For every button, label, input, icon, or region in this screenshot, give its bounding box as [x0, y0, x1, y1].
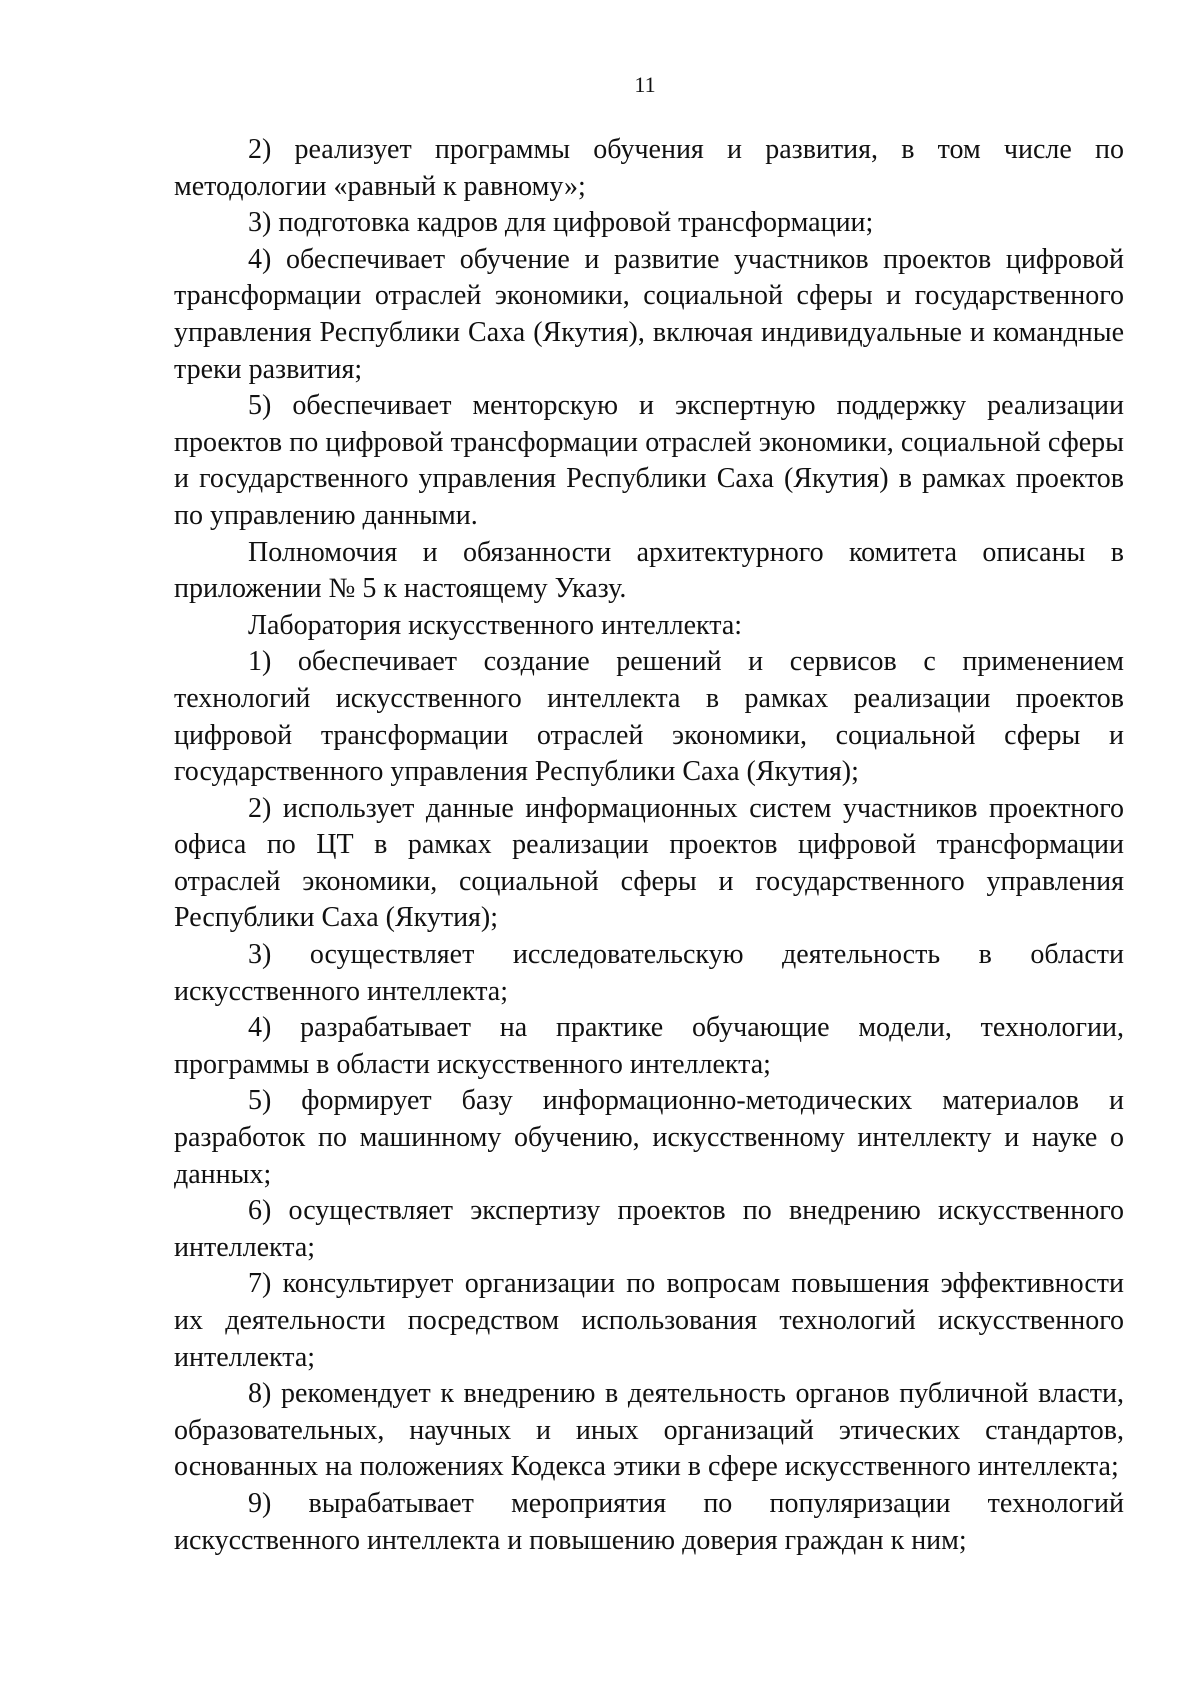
paragraph-item-2-programs: 2) реализует программы обучения и развития, в том числе по методологии «равный к равному»; — [174, 134, 1124, 202]
paragraph-ai-item-3: 3) осуществляет исследовательскую деятельность в области искусственного интеллекта; — [174, 939, 1124, 1007]
paragraph-ai-item-7: 7) консультирует организации по вопросам повышения эффективности их деятельности посредством использования технологий искусственного интеллекта; — [174, 1268, 1124, 1373]
paragraph-ai-item-6: 6) осуществляет экспертизу проектов по внедрению искусственного интеллекта; — [174, 1195, 1124, 1263]
paragraph-item-3-training: 3) подготовка кадров для цифровой трансформации; — [248, 207, 874, 239]
paragraph-ai-item-5: 5) формирует базу информационно-методических материалов и разработок по машинному обучению, искусственному интеллекту и науке о данных; — [174, 1085, 1124, 1190]
paragraph-ai-item-4: 4) разрабатывает на практике обучающие модели, технологии, программы в области искусственного интеллекта; — [174, 1012, 1124, 1080]
document-body — [174, 132, 1124, 1559]
paragraph-ai-item-2: 2) использует данные информационных систем участников проектного офиса по ЦТ в рамках реализации проектов цифровой трансформации отраслей экономики, социальной сферы и государственного управления Республики Саха (Якутия); — [174, 792, 1124, 934]
paragraph-ai-lab-heading: Лаборатория искусственного интеллекта: — [248, 609, 743, 641]
paragraph-ai-item-8: 8) рекомендует к внедрению в деятельность органов публичной власти, образовательных, научных и иных организаций этических стандартов, основанных на положениях Кодекса этики в сфере искусственного интеллекта; — [174, 1378, 1124, 1483]
paragraph-item-4-participants: 4) обеспечивает обучение и развитие участников проектов цифровой трансформации отраслей экономики, социальной сферы и государственного управления Республики Саха (Якутия), включая индивидуальные и командные треки развития; — [174, 243, 1124, 385]
paragraph-ai-item-9: 9) вырабатывает мероприятия по популяризации технологий искусственного интеллекта и повышению доверия граждан к ним; — [174, 1487, 1124, 1556]
paragraph-architecture-committee: Полномочия и обязанности архитектурного комитета описаны в приложении № 5 к настоящему Указу. — [174, 536, 1124, 605]
paragraph-ai-item-1: 1) обеспечивает создание решений и сервисов с применением технологий искусственного интеллекта в рамках реализации проектов цифровой трансформации отраслей экономики, социальной сферы и государственного управления Республики Саха (Якутия); — [174, 646, 1124, 788]
paragraph-item-5-mentoring: 5) обеспечивает менторскую и экспертную поддержку реализации проектов по цифровой трансформации отраслей экономики, социальной сферы и государственного управления Республики Саха (Якутия) в рамках проектов по управлению данными. — [174, 390, 1124, 531]
page-number: 11 — [634, 72, 656, 97]
